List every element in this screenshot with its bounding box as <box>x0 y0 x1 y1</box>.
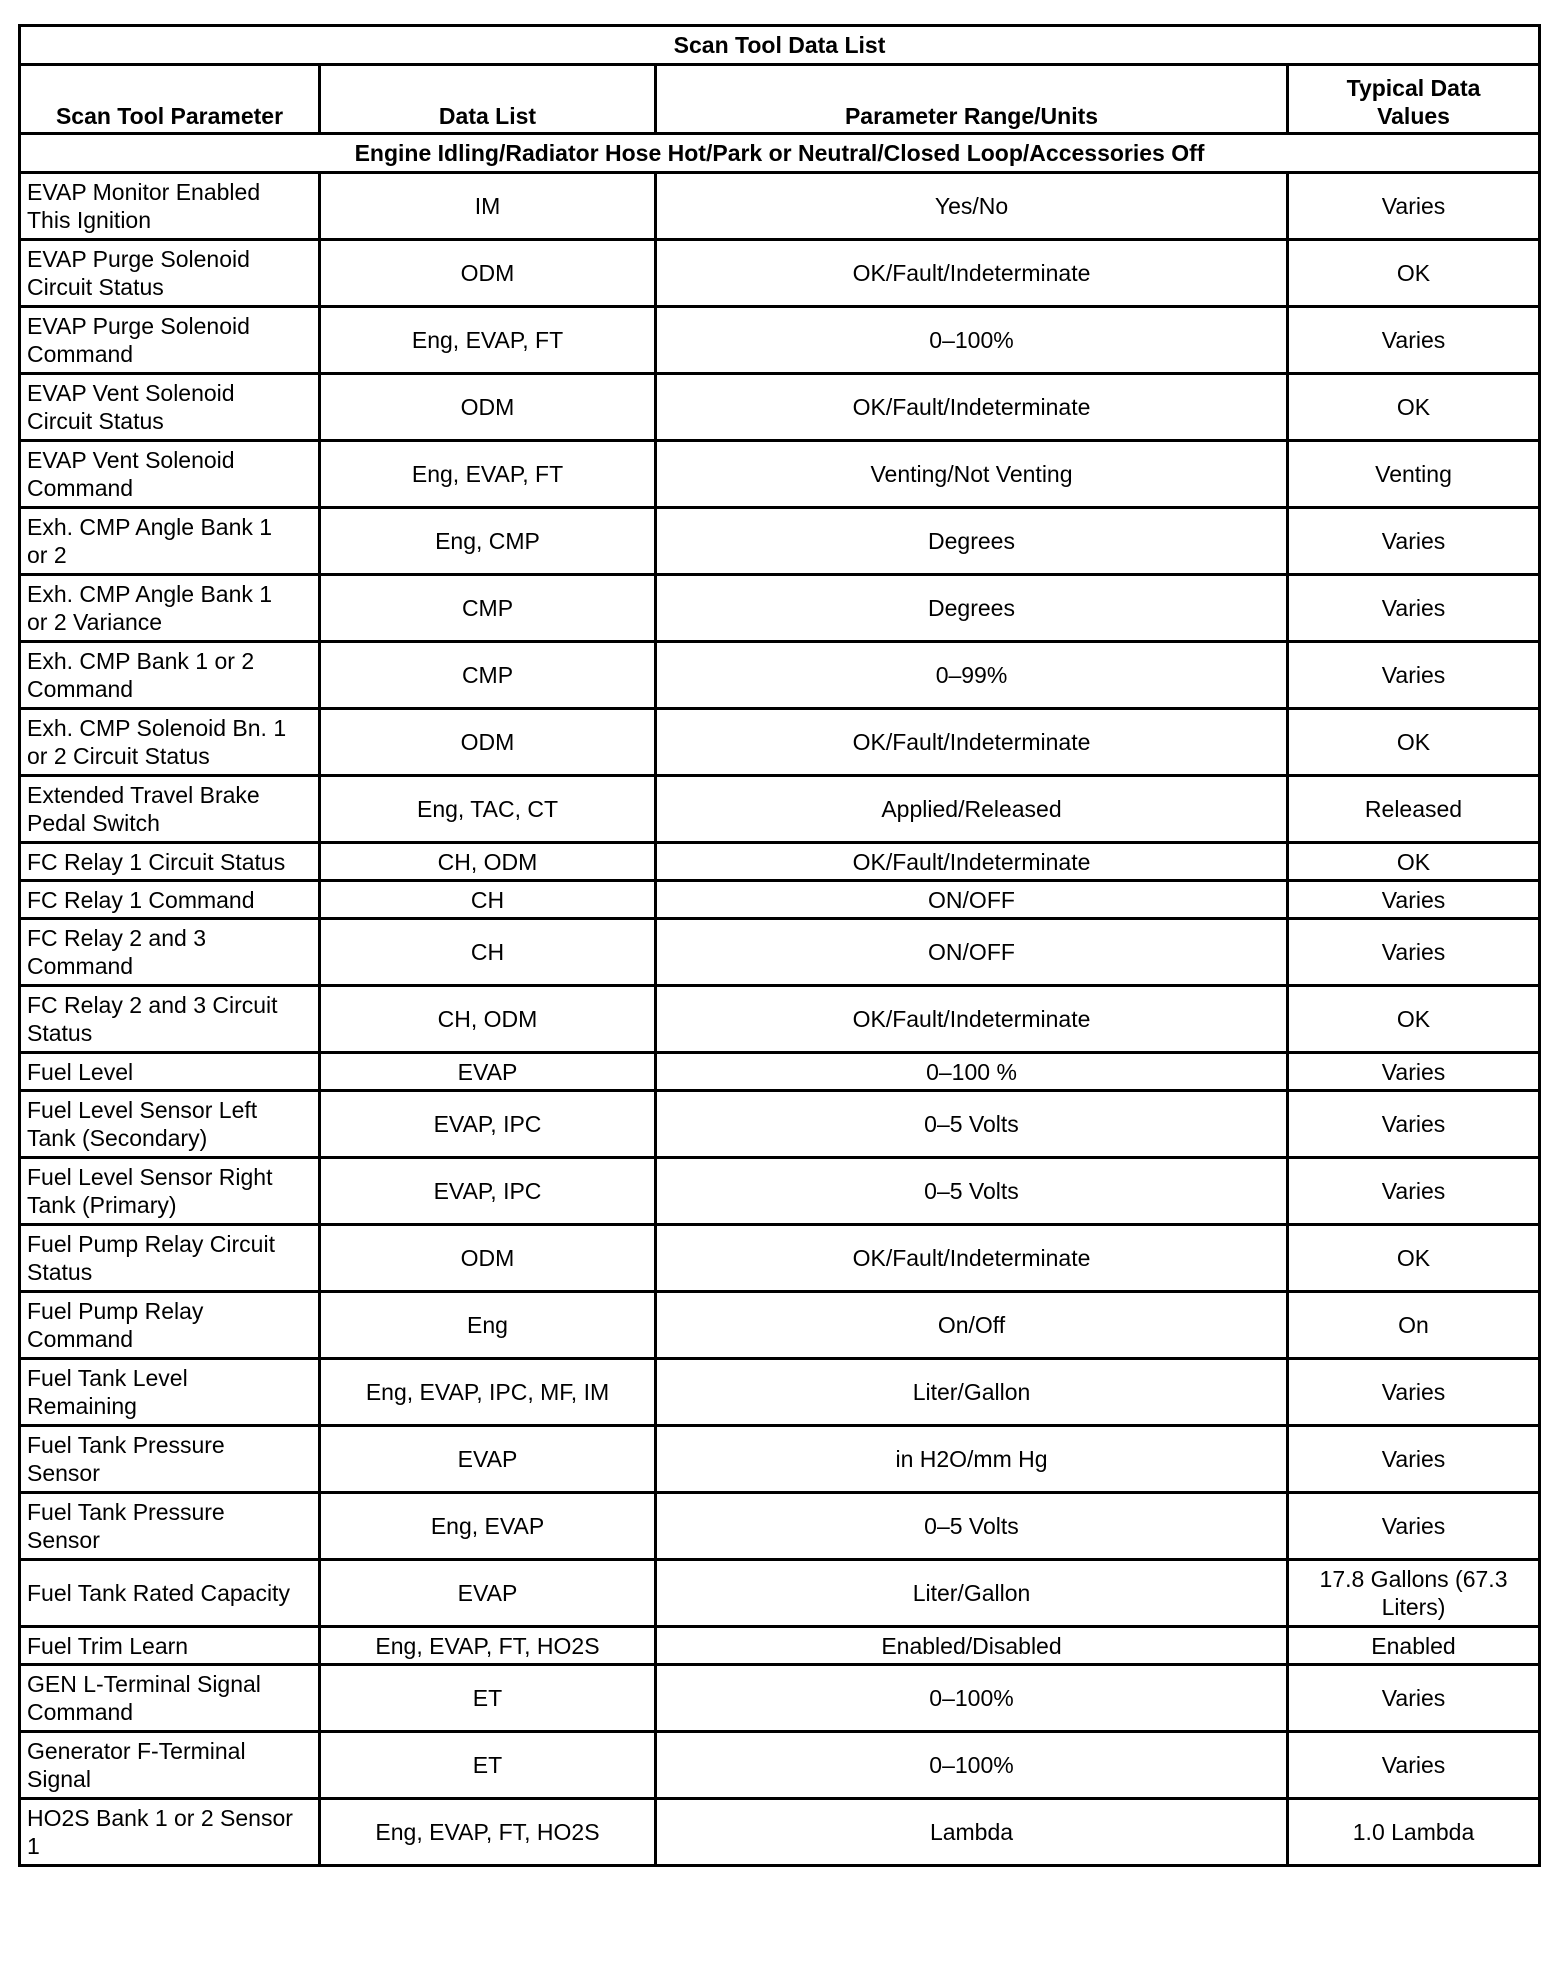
parameter-line: Fuel Tank Level <box>27 1365 188 1391</box>
cell-scan-tool-parameter <box>20 986 320 1053</box>
typical-value-line: Varies <box>1381 1379 1446 1405</box>
cell-parameter-range: 0–100% <box>656 1732 1288 1799</box>
table-body <box>20 173 1540 1866</box>
cell-scan-tool-parameter <box>20 1493 320 1560</box>
cell-typical-data-value <box>1288 1799 1540 1866</box>
cell-typical-data-value <box>1288 1359 1540 1426</box>
parameter-line: Command <box>27 341 134 367</box>
typical-value-line: Varies <box>1381 939 1446 965</box>
parameter-line: Fuel Pump Relay <box>27 1298 204 1324</box>
table-row <box>20 374 1540 441</box>
parameter-line: Command <box>27 1699 134 1725</box>
header-parameter-range-units: Parameter Range/Units <box>656 65 1288 134</box>
typical-value-line: Liters) <box>1381 1594 1446 1620</box>
parameter-line: Fuel Tank Pressure <box>27 1432 225 1458</box>
cell-scan-tool-parameter <box>20 508 320 575</box>
parameter-line: Circuit Status <box>27 408 164 434</box>
cell-parameter-range: 0–100% <box>656 307 1288 374</box>
cell-typical-data-value <box>1288 1493 1540 1560</box>
header-typical-line-2: Values <box>1377 103 1450 129</box>
table-row <box>20 986 1540 1053</box>
typical-value-line: Varies <box>1381 1178 1446 1204</box>
parameter-line: FC Relay 1 Circuit Status <box>27 848 286 875</box>
typical-value-line: Varies <box>1381 1446 1446 1472</box>
cell-data-list: CH, ODM <box>320 986 656 1053</box>
table-title: Scan Tool Data List <box>20 26 1540 65</box>
cell-parameter-range: Applied/Released <box>656 776 1288 843</box>
typical-value-line: On <box>1398 1312 1429 1338</box>
cell-parameter-range: Lambda <box>656 1799 1288 1866</box>
table-row <box>20 1053 1540 1091</box>
parameter-line: Extended Travel Brake <box>27 782 260 808</box>
cell-typical-data-value <box>1288 881 1540 919</box>
cell-data-list: ET <box>320 1732 656 1799</box>
table-row <box>20 1359 1540 1426</box>
parameter-line: Status <box>27 1259 93 1285</box>
cell-data-list: Eng <box>320 1292 656 1359</box>
cell-typical-data-value <box>1288 1665 1540 1732</box>
operating-condition: Engine Idling/Radiator Hose Hot/Park or Neutral/Closed Loop/Accessories Off <box>20 134 1540 173</box>
cell-parameter-range: 0–100% <box>656 1665 1288 1732</box>
parameter-line: Fuel Level Sensor Left <box>27 1097 258 1123</box>
cell-typical-data-value <box>1288 374 1540 441</box>
table-row <box>20 1732 1540 1799</box>
parameter-line: Status <box>27 1020 93 1046</box>
table-row <box>20 1627 1540 1665</box>
cell-data-list: Eng, EVAP <box>320 1493 656 1560</box>
cell-parameter-range: 0–5 Volts <box>656 1158 1288 1225</box>
cell-data-list: IM <box>320 173 656 240</box>
table-row <box>20 776 1540 843</box>
cell-typical-data-value <box>1288 240 1540 307</box>
parameter-line: Sensor <box>27 1527 100 1553</box>
cell-typical-data-value <box>1288 575 1540 642</box>
cell-scan-tool-parameter <box>20 441 320 508</box>
cell-data-list: Eng, TAC, CT <box>320 776 656 843</box>
cell-parameter-range: On/Off <box>656 1292 1288 1359</box>
parameter-line: EVAP Vent Solenoid <box>27 380 235 406</box>
cell-scan-tool-parameter <box>20 1799 320 1866</box>
parameter-line: Fuel Level Sensor Right <box>27 1164 273 1190</box>
typical-value-line: OK <box>1396 1006 1431 1032</box>
parameter-line: Fuel Tank Pressure <box>27 1499 225 1525</box>
table-row <box>20 1225 1540 1292</box>
typical-value-line: Varies <box>1381 1058 1446 1085</box>
cell-data-list: Eng, EVAP, FT, HO2S <box>320 1799 656 1866</box>
table-row <box>20 642 1540 709</box>
typical-value-line: OK <box>1396 1245 1431 1271</box>
cell-parameter-range: Degrees <box>656 508 1288 575</box>
cell-data-list: Eng, EVAP, FT <box>320 441 656 508</box>
table-row <box>20 1158 1540 1225</box>
cell-typical-data-value <box>1288 642 1540 709</box>
table-row <box>20 919 1540 986</box>
parameter-line: Sensor <box>27 1460 100 1486</box>
parameter-line: Fuel Trim Learn <box>27 1632 189 1659</box>
header-typical-line-1: Typical Data <box>1346 75 1481 101</box>
parameter-line: or 2 Circuit Status <box>27 743 210 769</box>
cell-parameter-range: Liter/Gallon <box>656 1359 1288 1426</box>
cell-scan-tool-parameter <box>20 1359 320 1426</box>
parameter-line: 1 <box>27 1833 40 1859</box>
typical-value-line: OK <box>1396 848 1431 875</box>
cell-scan-tool-parameter <box>20 919 320 986</box>
cell-scan-tool-parameter <box>20 1560 320 1627</box>
cell-parameter-range: OK/Fault/Indeterminate <box>656 1225 1288 1292</box>
cell-typical-data-value <box>1288 307 1540 374</box>
header-row <box>20 65 1540 134</box>
cell-parameter-range: Degrees <box>656 575 1288 642</box>
table-row <box>20 1426 1540 1493</box>
cell-data-list: CH, ODM <box>320 843 656 881</box>
parameter-line: Tank (Secondary) <box>27 1125 208 1151</box>
typical-value-line: Varies <box>1381 595 1446 621</box>
parameter-line: EVAP Purge Solenoid <box>27 246 250 272</box>
parameter-line: This Ignition <box>27 207 152 233</box>
cell-typical-data-value <box>1288 1158 1540 1225</box>
header-scan-tool-parameter: Scan Tool Parameter <box>20 65 320 134</box>
cell-scan-tool-parameter <box>20 307 320 374</box>
table-row <box>20 1560 1540 1627</box>
parameter-line: Exh. CMP Angle Bank 1 <box>27 581 273 607</box>
cell-typical-data-value <box>1288 1426 1540 1493</box>
cell-typical-data-value <box>1288 1560 1540 1627</box>
cell-parameter-range: 0–5 Volts <box>656 1091 1288 1158</box>
typical-value-line: Varies <box>1381 528 1446 554</box>
typical-value-line: OK <box>1396 260 1431 286</box>
cell-data-list: Eng, CMP <box>320 508 656 575</box>
table-row <box>20 307 1540 374</box>
cell-scan-tool-parameter <box>20 173 320 240</box>
cell-scan-tool-parameter <box>20 1053 320 1091</box>
cell-parameter-range: Liter/Gallon <box>656 1560 1288 1627</box>
cell-parameter-range: ON/OFF <box>656 881 1288 919</box>
condition-row <box>20 134 1540 173</box>
cell-scan-tool-parameter <box>20 776 320 843</box>
table-row <box>20 709 1540 776</box>
typical-value-line: OK <box>1396 729 1431 755</box>
scan-tool-data-table <box>18 24 1541 1867</box>
cell-scan-tool-parameter <box>20 1426 320 1493</box>
cell-scan-tool-parameter <box>20 1292 320 1359</box>
cell-typical-data-value <box>1288 1225 1540 1292</box>
parameter-line: Fuel Pump Relay Circuit <box>27 1231 275 1257</box>
cell-scan-tool-parameter <box>20 1627 320 1665</box>
cell-parameter-range: Enabled/Disabled <box>656 1627 1288 1665</box>
cell-parameter-range: Yes/No <box>656 173 1288 240</box>
cell-typical-data-value <box>1288 1053 1540 1091</box>
cell-data-list: Eng, EVAP, FT, HO2S <box>320 1627 656 1665</box>
cell-parameter-range: OK/Fault/Indeterminate <box>656 843 1288 881</box>
cell-data-list: Eng, EVAP, IPC, MF, IM <box>320 1359 656 1426</box>
cell-parameter-range: OK/Fault/Indeterminate <box>656 240 1288 307</box>
cell-scan-tool-parameter <box>20 843 320 881</box>
cell-scan-tool-parameter <box>20 1091 320 1158</box>
table-row <box>20 1799 1540 1866</box>
parameter-line: FC Relay 2 and 3 <box>27 925 206 951</box>
typical-value-line: Varies <box>1381 886 1446 913</box>
cell-data-list: Eng, EVAP, FT <box>320 307 656 374</box>
typical-value-line: Varies <box>1381 327 1446 353</box>
cell-data-list: EVAP <box>320 1053 656 1091</box>
table-row <box>20 508 1540 575</box>
table-row <box>20 1665 1540 1732</box>
cell-typical-data-value <box>1288 986 1540 1053</box>
cell-scan-tool-parameter <box>20 1158 320 1225</box>
cell-scan-tool-parameter <box>20 1665 320 1732</box>
cell-typical-data-value <box>1288 919 1540 986</box>
cell-typical-data-value <box>1288 1091 1540 1158</box>
table-row <box>20 240 1540 307</box>
parameter-line: Command <box>27 953 134 979</box>
cell-data-list: ODM <box>320 240 656 307</box>
parameter-line: Fuel Level <box>27 1058 134 1085</box>
parameter-line: or 2 Variance <box>27 609 163 635</box>
cell-scan-tool-parameter <box>20 1732 320 1799</box>
cell-parameter-range: in H2O/mm Hg <box>656 1426 1288 1493</box>
table-row <box>20 1493 1540 1560</box>
cell-parameter-range: Venting/Not Venting <box>656 441 1288 508</box>
cell-typical-data-value <box>1288 1292 1540 1359</box>
cell-data-list: EVAP <box>320 1426 656 1493</box>
table-row <box>20 843 1540 881</box>
cell-parameter-range: 0–99% <box>656 642 1288 709</box>
cell-data-list: ODM <box>320 1225 656 1292</box>
cell-data-list: ET <box>320 1665 656 1732</box>
parameter-line: FC Relay 2 and 3 Circuit <box>27 992 278 1018</box>
table-row <box>20 1292 1540 1359</box>
cell-scan-tool-parameter <box>20 709 320 776</box>
cell-scan-tool-parameter <box>20 1225 320 1292</box>
cell-parameter-range: ON/OFF <box>656 919 1288 986</box>
cell-scan-tool-parameter <box>20 240 320 307</box>
cell-typical-data-value <box>1288 173 1540 240</box>
cell-parameter-range: 0–5 Volts <box>656 1493 1288 1560</box>
parameter-line: Generator F-Terminal <box>27 1738 246 1764</box>
cell-scan-tool-parameter <box>20 575 320 642</box>
table-row <box>20 173 1540 240</box>
parameter-line: or 2 <box>27 542 67 568</box>
cell-parameter-range: OK/Fault/Indeterminate <box>656 709 1288 776</box>
typical-value-line: OK <box>1396 394 1431 420</box>
parameter-line: Exh. CMP Bank 1 or 2 <box>27 648 255 674</box>
parameter-line: Command <box>27 1326 134 1352</box>
table-row <box>20 1091 1540 1158</box>
parameter-line: GEN L-Terminal Signal <box>27 1671 261 1697</box>
cell-data-list: EVAP <box>320 1560 656 1627</box>
table-row <box>20 441 1540 508</box>
cell-typical-data-value <box>1288 441 1540 508</box>
parameter-line: Circuit Status <box>27 274 164 300</box>
cell-typical-data-value <box>1288 1627 1540 1665</box>
parameter-line: Tank (Primary) <box>27 1192 177 1218</box>
typical-value-line: 1.0 Lambda <box>1352 1819 1475 1845</box>
cell-data-list: CH <box>320 919 656 986</box>
cell-parameter-range: OK/Fault/Indeterminate <box>656 986 1288 1053</box>
cell-scan-tool-parameter <box>20 642 320 709</box>
cell-data-list: CH <box>320 881 656 919</box>
parameter-line: EVAP Vent Solenoid <box>27 447 235 473</box>
cell-data-list: ODM <box>320 374 656 441</box>
cell-typical-data-value <box>1288 776 1540 843</box>
typical-value-line: Varies <box>1381 1513 1446 1539</box>
header-data-list: Data List <box>320 65 656 134</box>
cell-data-list: CMP <box>320 575 656 642</box>
parameter-line: Command <box>27 676 134 702</box>
cell-typical-data-value <box>1288 709 1540 776</box>
parameter-line: Signal <box>27 1766 91 1792</box>
cell-scan-tool-parameter <box>20 881 320 919</box>
cell-data-list: CMP <box>320 642 656 709</box>
parameter-line: Exh. CMP Solenoid Bn. 1 <box>27 715 287 741</box>
typical-value-line: Varies <box>1381 1111 1446 1137</box>
cell-typical-data-value <box>1288 1732 1540 1799</box>
cell-typical-data-value <box>1288 508 1540 575</box>
parameter-line: Remaining <box>27 1393 137 1419</box>
typical-value-line: Varies <box>1381 193 1446 219</box>
cell-data-list: EVAP, IPC <box>320 1091 656 1158</box>
cell-scan-tool-parameter <box>20 374 320 441</box>
typical-value-line: Venting <box>1375 461 1452 487</box>
cell-data-list: ODM <box>320 709 656 776</box>
typical-value-line: Varies <box>1381 1752 1446 1778</box>
parameter-line: HO2S Bank 1 or 2 Sensor <box>27 1805 293 1831</box>
header-typical-data-values <box>1288 65 1540 134</box>
typical-value-line: 17.8 Gallons (67.3 <box>1319 1566 1508 1592</box>
cell-data-list: EVAP, IPC <box>320 1158 656 1225</box>
parameter-line: FC Relay 1 Command <box>27 886 255 913</box>
cell-typical-data-value <box>1288 843 1540 881</box>
parameter-line: Pedal Switch <box>27 810 160 836</box>
typical-value-line: Varies <box>1381 662 1446 688</box>
parameter-line: Exh. CMP Angle Bank 1 <box>27 514 273 540</box>
typical-value-line: Varies <box>1381 1685 1446 1711</box>
cell-parameter-range: 0–100 % <box>656 1053 1288 1091</box>
parameter-line: Fuel Tank Rated Capacity <box>27 1580 290 1606</box>
cell-parameter-range: OK/Fault/Indeterminate <box>656 374 1288 441</box>
title-row <box>20 26 1540 65</box>
parameter-line: EVAP Monitor Enabled <box>27 179 261 205</box>
parameter-line: EVAP Purge Solenoid <box>27 313 250 339</box>
table-row <box>20 881 1540 919</box>
parameter-line: Command <box>27 475 134 501</box>
typical-value-line: Enabled <box>1371 1632 1456 1659</box>
typical-value-line: Released <box>1364 796 1463 822</box>
table-row <box>20 575 1540 642</box>
